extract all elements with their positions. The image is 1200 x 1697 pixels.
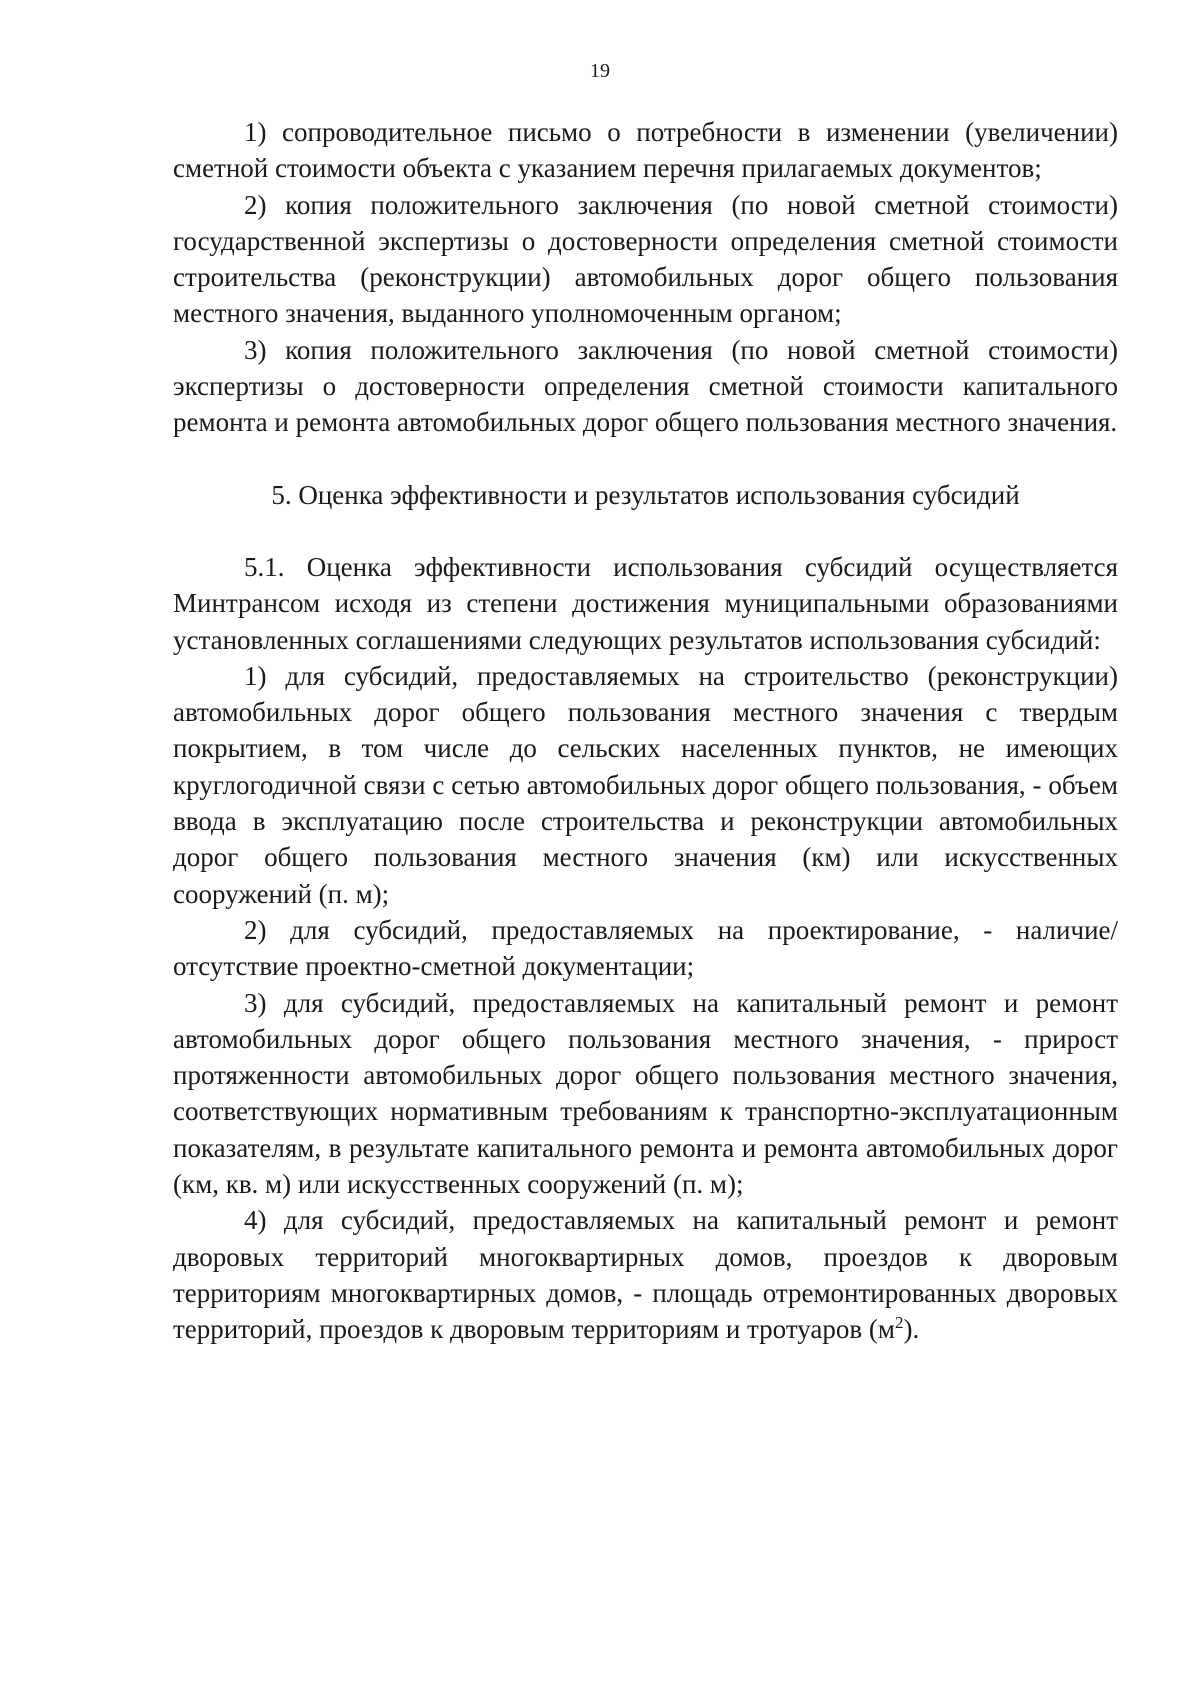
list-item: 3) копия положительного заключения (по новой сметной стоимости) экспертизы о достоверности определения сметной стоимости капитального ремонта и ремонта автомобильных дорог общего пользования местного значения. (173, 334, 1118, 438)
superscript: 2 (894, 1313, 904, 1333)
list-item-text: 4) для субсидий, предоставляемых на капитальный ремонт и ремонт дворовых территорий многоквартирных домов, проездов к дворовым территориям многоквартирных домов, - площадь отремонтированных дворовых территорий, проездов к дворовым территориям и тротуаров (м (173, 1205, 1118, 1345)
list-item: 1) сопроводительное письмо о потребности в изменении (увеличении) сметной стоимости объекта с указанием перечня прилагаемых документов; (173, 117, 1118, 184)
list-item (173, 1202, 1118, 1347)
list-item: 1) для субсидий, предоставляемых на строительство (реконструкции) автомобильных дорог общего пользования местного значения с твердым покрытием, в том числе до сельских населенных пунктов, не имеющих круглогодичной связи с сетью автомобильных дорог общего пользования, - объем ввода в эксплуатацию после строительства и реконструкции автомобильных дорог общего пользования местного значения (км) или искусственных сооружений (п. м); (173, 660, 1118, 909)
list-item: 3) для субсидий, предоставляемых на капитальный ремонт и ремонт автомобильных дорог общего пользования местного значения, - прирост протяженности автомобильных дорог общего пользования местного значения, соответствующих нормативным требованиям к транспортно-эксплуатационным показателям, в результате капитального ремонта и ремонта автомобильных дорог (км, кв. м) или искусственных сооружений (п. м); (173, 987, 1118, 1200)
list-item: 2) для субсидий, предоставляемых на проектирование, - наличие/отсутствие проектно-сметной документации; (173, 914, 1118, 982)
document-body (173, 114, 1118, 1348)
page-number: 19 (590, 60, 610, 82)
list-item-tail: ). (903, 1314, 920, 1345)
section-intro-paragraph: 5.1. Оценка эффективности использования субсидий осуществляется Минтрансом исходя из степени достижения муниципальными образованиями установленных соглашениями следующих результатов использования субсидий: (173, 551, 1118, 655)
section-heading: 5. Оценка эффективности и результатов использования субсидий (271, 479, 1020, 510)
list-item: 2) копия положительного заключения (по новой сметной стоимости) государственной экспертизы о достоверности определения сметной стоимости строительства (реконструкции) автомобильных дорог общего пользования местного значения, выданного уполномоченным органом; (173, 189, 1118, 329)
